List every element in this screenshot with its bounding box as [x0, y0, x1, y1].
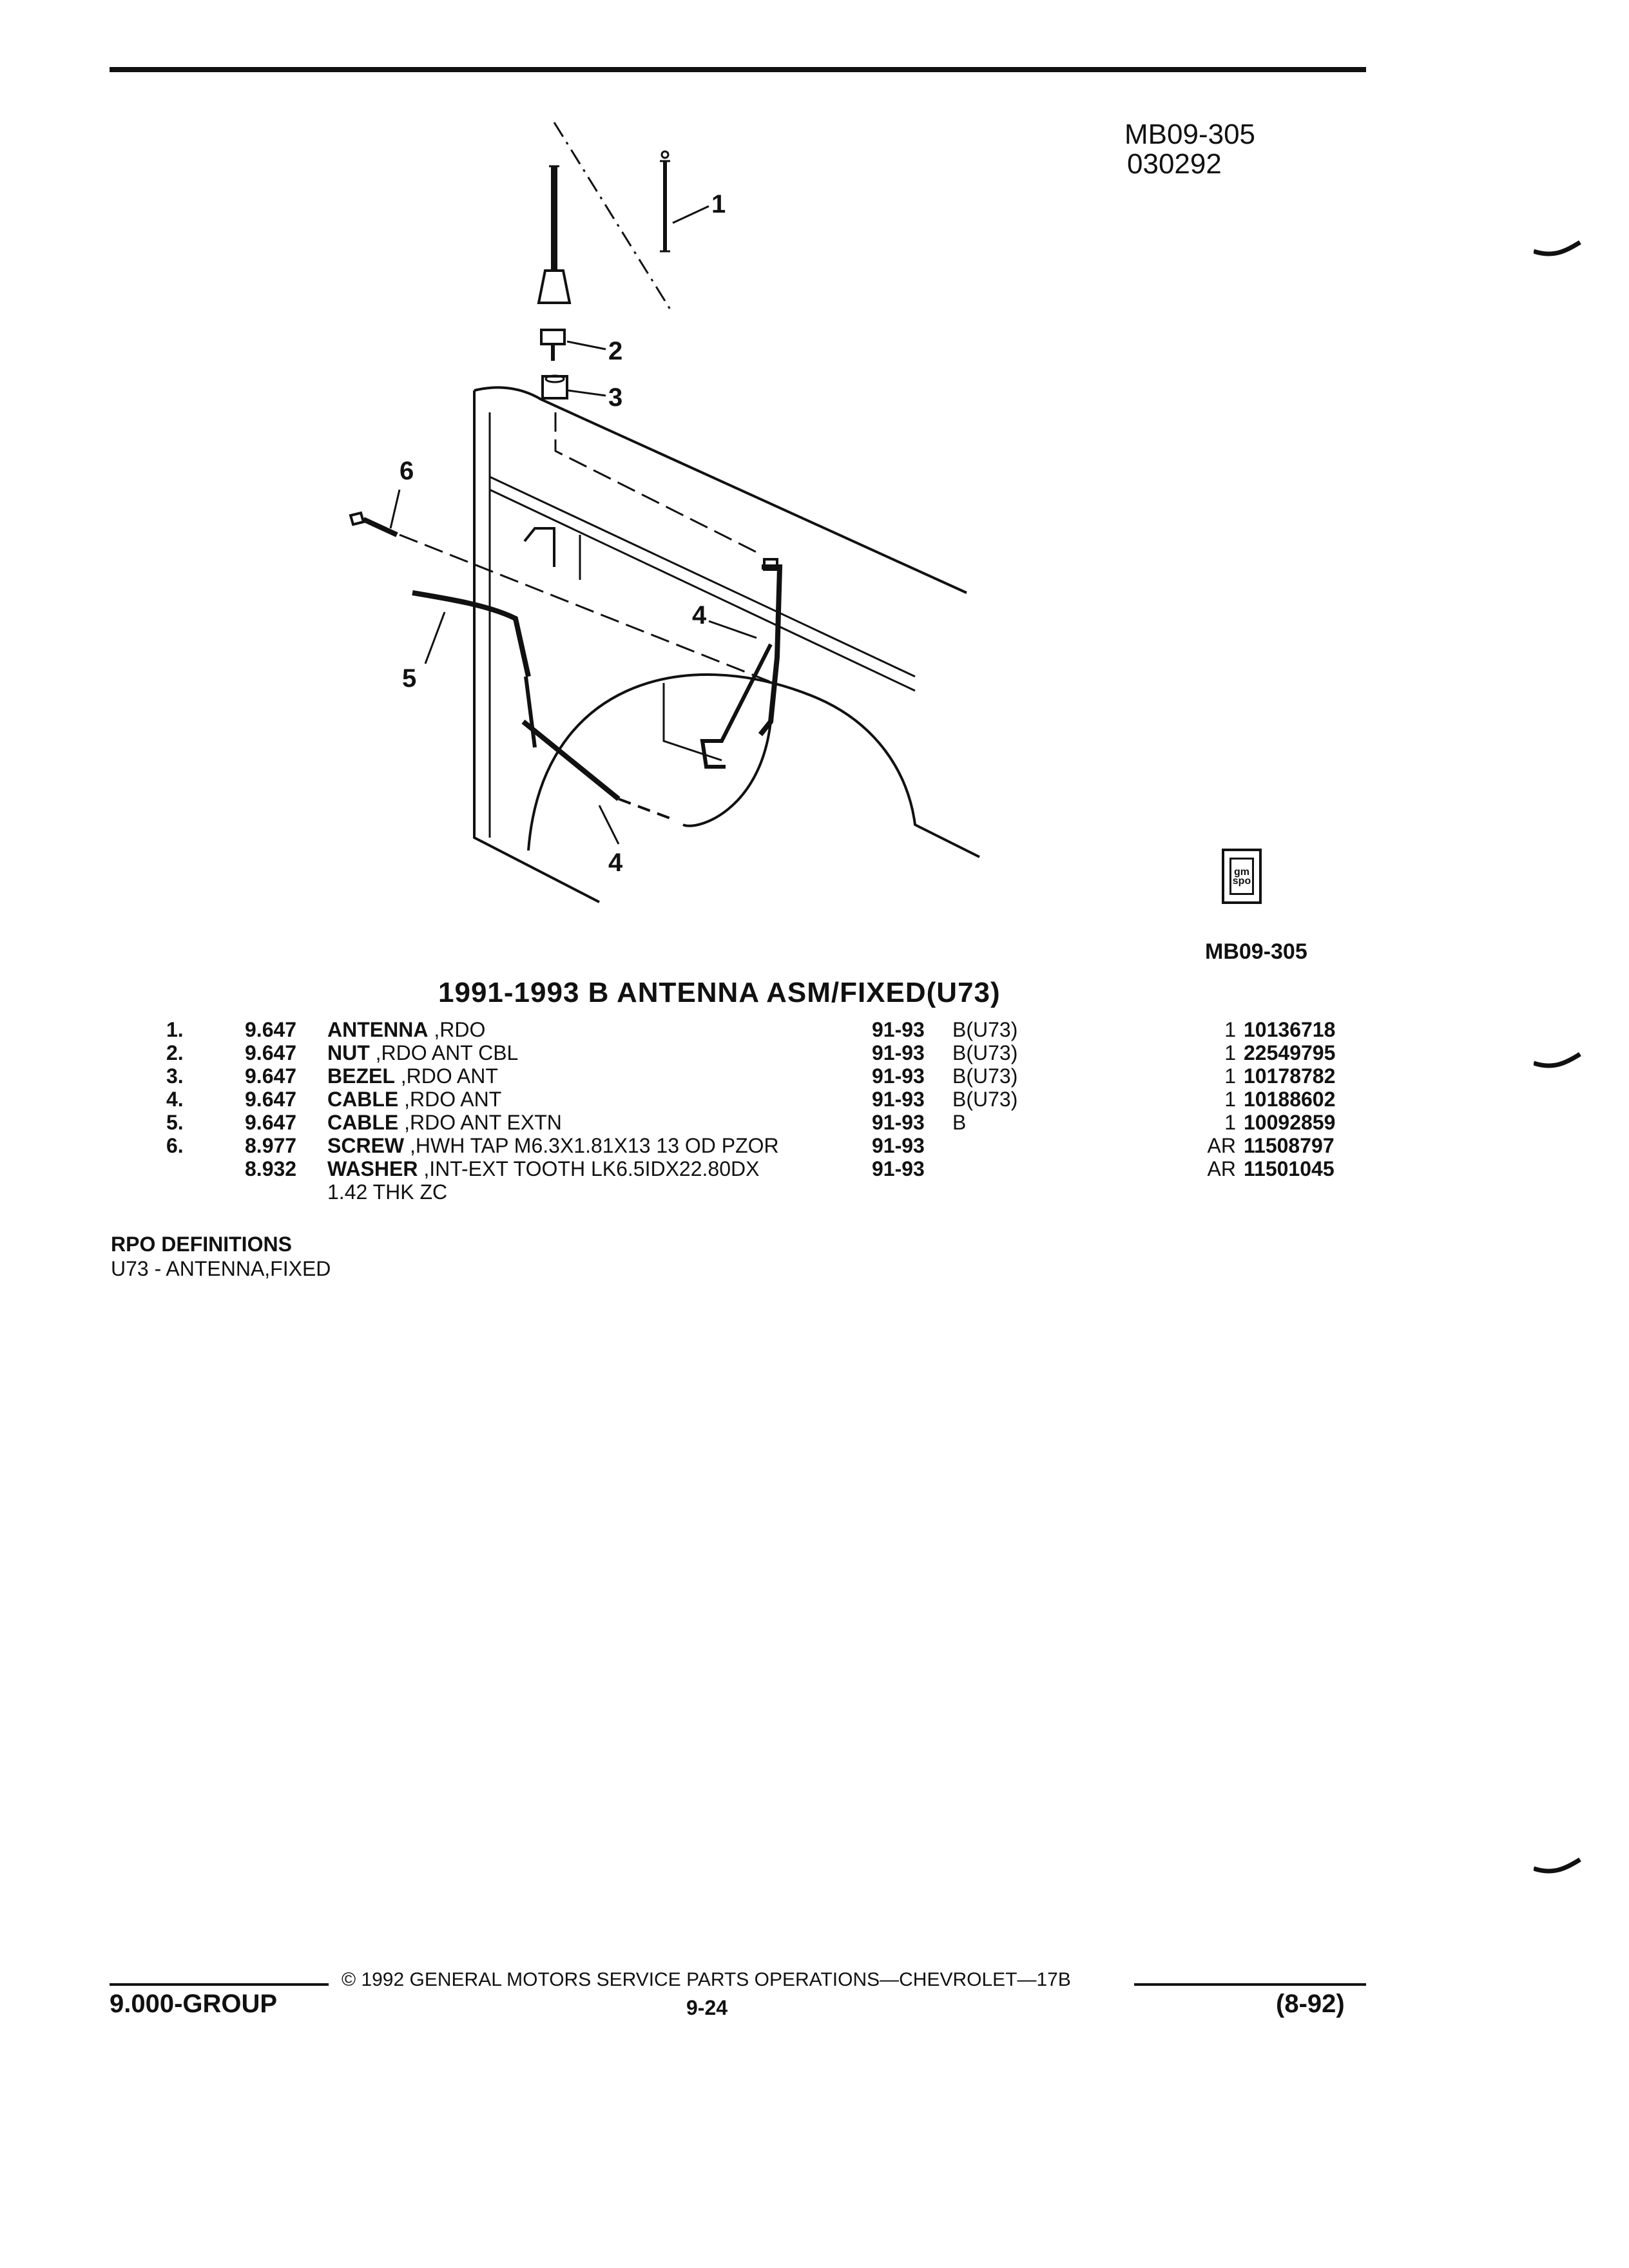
- callout-6: 6: [400, 457, 414, 485]
- model: B(U73): [952, 1088, 1018, 1111]
- parts-row: [166, 1041, 1366, 1064]
- quantity: 1: [1224, 1041, 1236, 1064]
- part-desc: ,RDO: [434, 1018, 486, 1041]
- section-title: 1991-1993 B ANTENNA ASM/FIXED(U73): [438, 977, 1001, 1008]
- model: B(U73): [952, 1018, 1018, 1041]
- parts-row: [166, 1064, 1366, 1088]
- header-code-block: [1124, 120, 1318, 179]
- quantity: 1: [1224, 1111, 1236, 1134]
- parts-row: [166, 1134, 1366, 1157]
- callout-3: 3: [608, 383, 623, 412]
- years: 91-93: [872, 1134, 925, 1157]
- years: 91-93: [872, 1041, 925, 1064]
- group-number: 9.647: [245, 1018, 297, 1041]
- part-desc: ,INT-EXT TOOTH LK6.5IDX22.80DX: [423, 1157, 760, 1180]
- footer-copyright: © 1992 GENERAL MOTORS SERVICE PARTS OPERATIONS—CHEVROLET—17B: [342, 1969, 1071, 1990]
- model: B: [952, 1111, 967, 1134]
- rpo-definition: U73 - ANTENNA,FIXED: [111, 1257, 331, 1280]
- part-name: WASHER: [327, 1157, 418, 1180]
- years: 91-93: [872, 1157, 925, 1180]
- part-desc: ,HWH TAP M6.3X1.81X13 13 OD PZOR: [410, 1134, 779, 1157]
- model: B(U73): [952, 1064, 1018, 1088]
- model: B(U73): [952, 1041, 1018, 1064]
- gm-spo-logo: [1222, 849, 1262, 904]
- parts-row: [166, 1157, 1366, 1180]
- part-name: NUT: [327, 1041, 370, 1064]
- logo-text: gm spo: [1232, 867, 1251, 887]
- part-number: 10188602: [1244, 1088, 1336, 1111]
- part-desc: ,RDO ANT EXTN: [404, 1111, 562, 1134]
- group-number: 8.977: [245, 1134, 297, 1157]
- callout-4: 4: [692, 601, 707, 629]
- part-number: 22549795: [1244, 1041, 1336, 1064]
- callout-1: 1: [711, 190, 726, 218]
- header-code: MB09-305: [1124, 119, 1256, 150]
- part-number: 10178782: [1244, 1064, 1336, 1088]
- callout-4b: 4: [608, 849, 623, 877]
- group-number: 9.647: [245, 1064, 297, 1088]
- parts-row: [166, 1180, 1366, 1204]
- quantity: AR: [1207, 1157, 1236, 1180]
- quantity: AR: [1207, 1134, 1236, 1157]
- footer-page-number: 9-24: [686, 1996, 728, 2019]
- item-number: 6.: [166, 1134, 184, 1157]
- quantity: 1: [1224, 1064, 1236, 1088]
- part-desc: ,RDO ANT: [400, 1064, 498, 1088]
- part-desc: ,RDO ANT: [404, 1088, 502, 1111]
- footer-revision: (8-92): [1276, 1990, 1345, 2018]
- item-number: 2.: [166, 1041, 184, 1064]
- quantity: 1: [1224, 1018, 1236, 1041]
- item-number: 1.: [166, 1018, 184, 1041]
- part-number: 10092859: [1244, 1111, 1336, 1134]
- binder-marks: [1534, 193, 1585, 2126]
- part-name: BEZEL: [327, 1064, 395, 1088]
- group-number: 9.647: [245, 1111, 297, 1134]
- group-number: 8.932: [245, 1157, 297, 1180]
- top-rule: [110, 67, 1366, 72]
- rpo-heading: RPO DEFINITIONS: [111, 1233, 292, 1256]
- part-name: CABLE: [327, 1088, 399, 1111]
- part-name: CABLE: [327, 1111, 399, 1134]
- parts-row: [166, 1018, 1366, 1041]
- group-number: 9.647: [245, 1088, 297, 1111]
- item-number: 4.: [166, 1088, 184, 1111]
- parts-row: [166, 1111, 1366, 1134]
- part-number: 10136718: [1244, 1018, 1336, 1041]
- quantity: 1: [1224, 1088, 1236, 1111]
- item-number: 5.: [166, 1111, 184, 1134]
- antenna-exploded-diagram: [309, 110, 1070, 921]
- header-date-code: 030292: [1127, 148, 1222, 180]
- years: 91-93: [872, 1018, 925, 1041]
- callout-5: 5: [402, 664, 417, 693]
- years: 91-93: [872, 1064, 925, 1088]
- parts-row: [166, 1088, 1366, 1111]
- part-number: 11501045: [1244, 1157, 1335, 1180]
- part-desc: ,RDO ANT CBL: [375, 1041, 519, 1064]
- years: 91-93: [872, 1111, 925, 1134]
- part-desc-continued: 1.42 THK ZC: [327, 1180, 448, 1204]
- parts-list: [166, 1018, 1366, 1204]
- footer-group: 9.000-GROUP: [110, 1990, 278, 2018]
- part-name: ANTENNA: [327, 1018, 429, 1041]
- callout-2: 2: [608, 337, 623, 365]
- part-number: 11508797: [1244, 1134, 1335, 1157]
- footer-rule-left: [110, 1983, 329, 1986]
- part-name: SCREW: [327, 1134, 405, 1157]
- rpo-definitions: [111, 1232, 331, 1281]
- group-number: 9.647: [245, 1041, 297, 1064]
- figure-code: MB09-305: [1205, 939, 1307, 964]
- footer-rule-right: [1134, 1983, 1366, 1986]
- years: 91-93: [872, 1088, 925, 1111]
- item-number: 3.: [166, 1064, 184, 1088]
